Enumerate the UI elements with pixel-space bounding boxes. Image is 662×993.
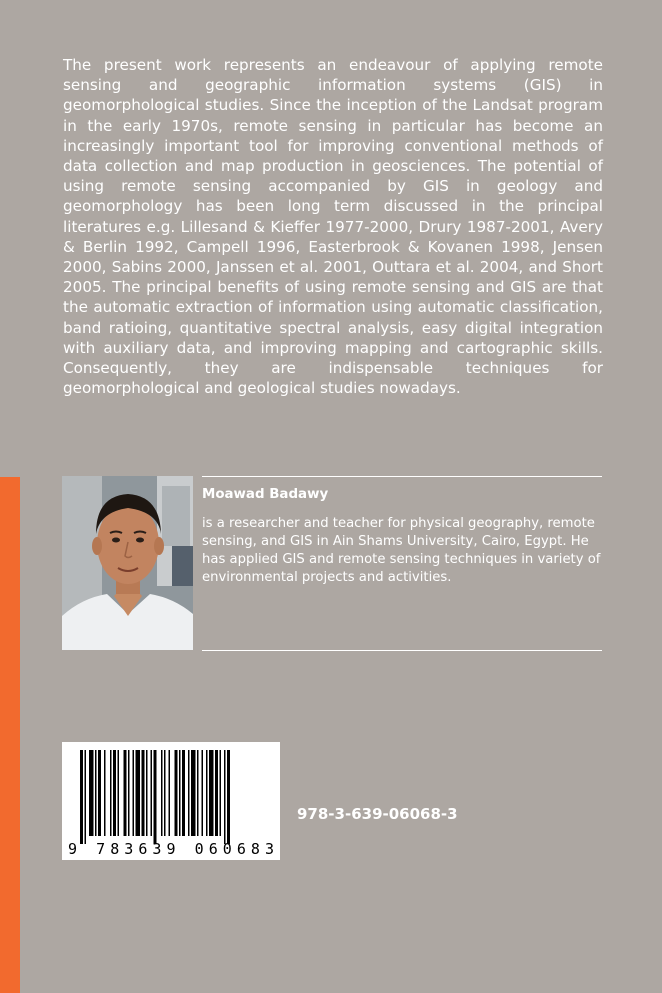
barcode-bar <box>151 750 153 836</box>
author-photo <box>62 476 193 650</box>
barcode-bar <box>113 750 116 836</box>
barcode-bar <box>224 750 226 844</box>
barcode-bar <box>128 750 130 836</box>
author-divider-top <box>202 476 602 477</box>
barcode-bar <box>197 750 199 836</box>
barcode-bar <box>191 750 196 836</box>
barcode-bar <box>182 750 185 836</box>
author-divider-bottom <box>202 650 602 651</box>
barcode-bar <box>98 750 101 836</box>
barcode-bar <box>124 750 127 836</box>
barcode-bar <box>118 750 120 836</box>
barcode-bar <box>104 750 106 836</box>
barcode-bar <box>175 750 178 836</box>
barcode-bar <box>209 750 214 836</box>
orange-accent-strip <box>0 477 20 993</box>
barcode-bar <box>142 750 145 836</box>
barcode-bar <box>136 750 141 836</box>
isbn-barcode <box>62 742 280 860</box>
barcode-bar <box>80 750 83 844</box>
barcode-digits: 9 783639 060683 <box>68 840 274 858</box>
barcode-bar <box>110 750 112 836</box>
isbn-number: 978-3-639-06068-3 <box>297 805 458 823</box>
barcode-bar <box>227 750 230 844</box>
barcode-bar <box>169 750 171 836</box>
barcode-bar <box>164 750 166 836</box>
barcode-bar <box>220 750 222 836</box>
barcode-bar <box>161 750 163 836</box>
barcode-bar <box>179 750 181 836</box>
barcode-bar <box>85 750 87 844</box>
back-cover-blurb: The present work represents an endeavour of applying remote sensing and geographic information systems (GIS) in geomorphological studies. Since the inception of the Landsat program in the early 1970s, remote sensing in particular has become an increasingly important tool for improving conventional methods of data collection and map production in geosciences. The potential of using remote sensing accompanied by GIS in geology and geomorphology has been long term discussed in the principal literatures e.g. Lillesand & Kieffer 1977-2000, Drury 1987-2001, Avery & Berlin 1992, Campell 1996, Easterbrook & Kovanen 1998, Jensen 2000, Sabins 2000, Janssen et al. 2001, Outtara et al. 2004, and Short 2005. The principal benefits of using remote sensing and GIS are that the automatic extraction of information using automatic classification, band ratioing, quantitative spectral analysis, easy digital integration with auxiliary data, and improving mapping and cartographic skills. Consequently, they are indispensable techniques for geomorphological and geological studies nowadays. <box>63 56 603 398</box>
barcode-bar <box>215 750 218 836</box>
author-bio: is a researcher and teacher for physical geography, remote sensing, and GIS in Ain Shams University, Cairo, Egypt. He has applied GIS and remote sensing techniques in variety of environmental projects and activities. <box>202 516 601 585</box>
barcode-bar <box>202 750 204 836</box>
barcode-bar <box>133 750 135 836</box>
barcode-bar <box>95 750 97 836</box>
barcode-bar <box>146 750 148 836</box>
barcode-bar <box>188 750 190 836</box>
barcode-bar <box>206 750 208 836</box>
barcode-bar <box>89 750 94 836</box>
author-name: Moawad Badawy <box>202 487 329 502</box>
barcode-bar <box>154 750 157 844</box>
